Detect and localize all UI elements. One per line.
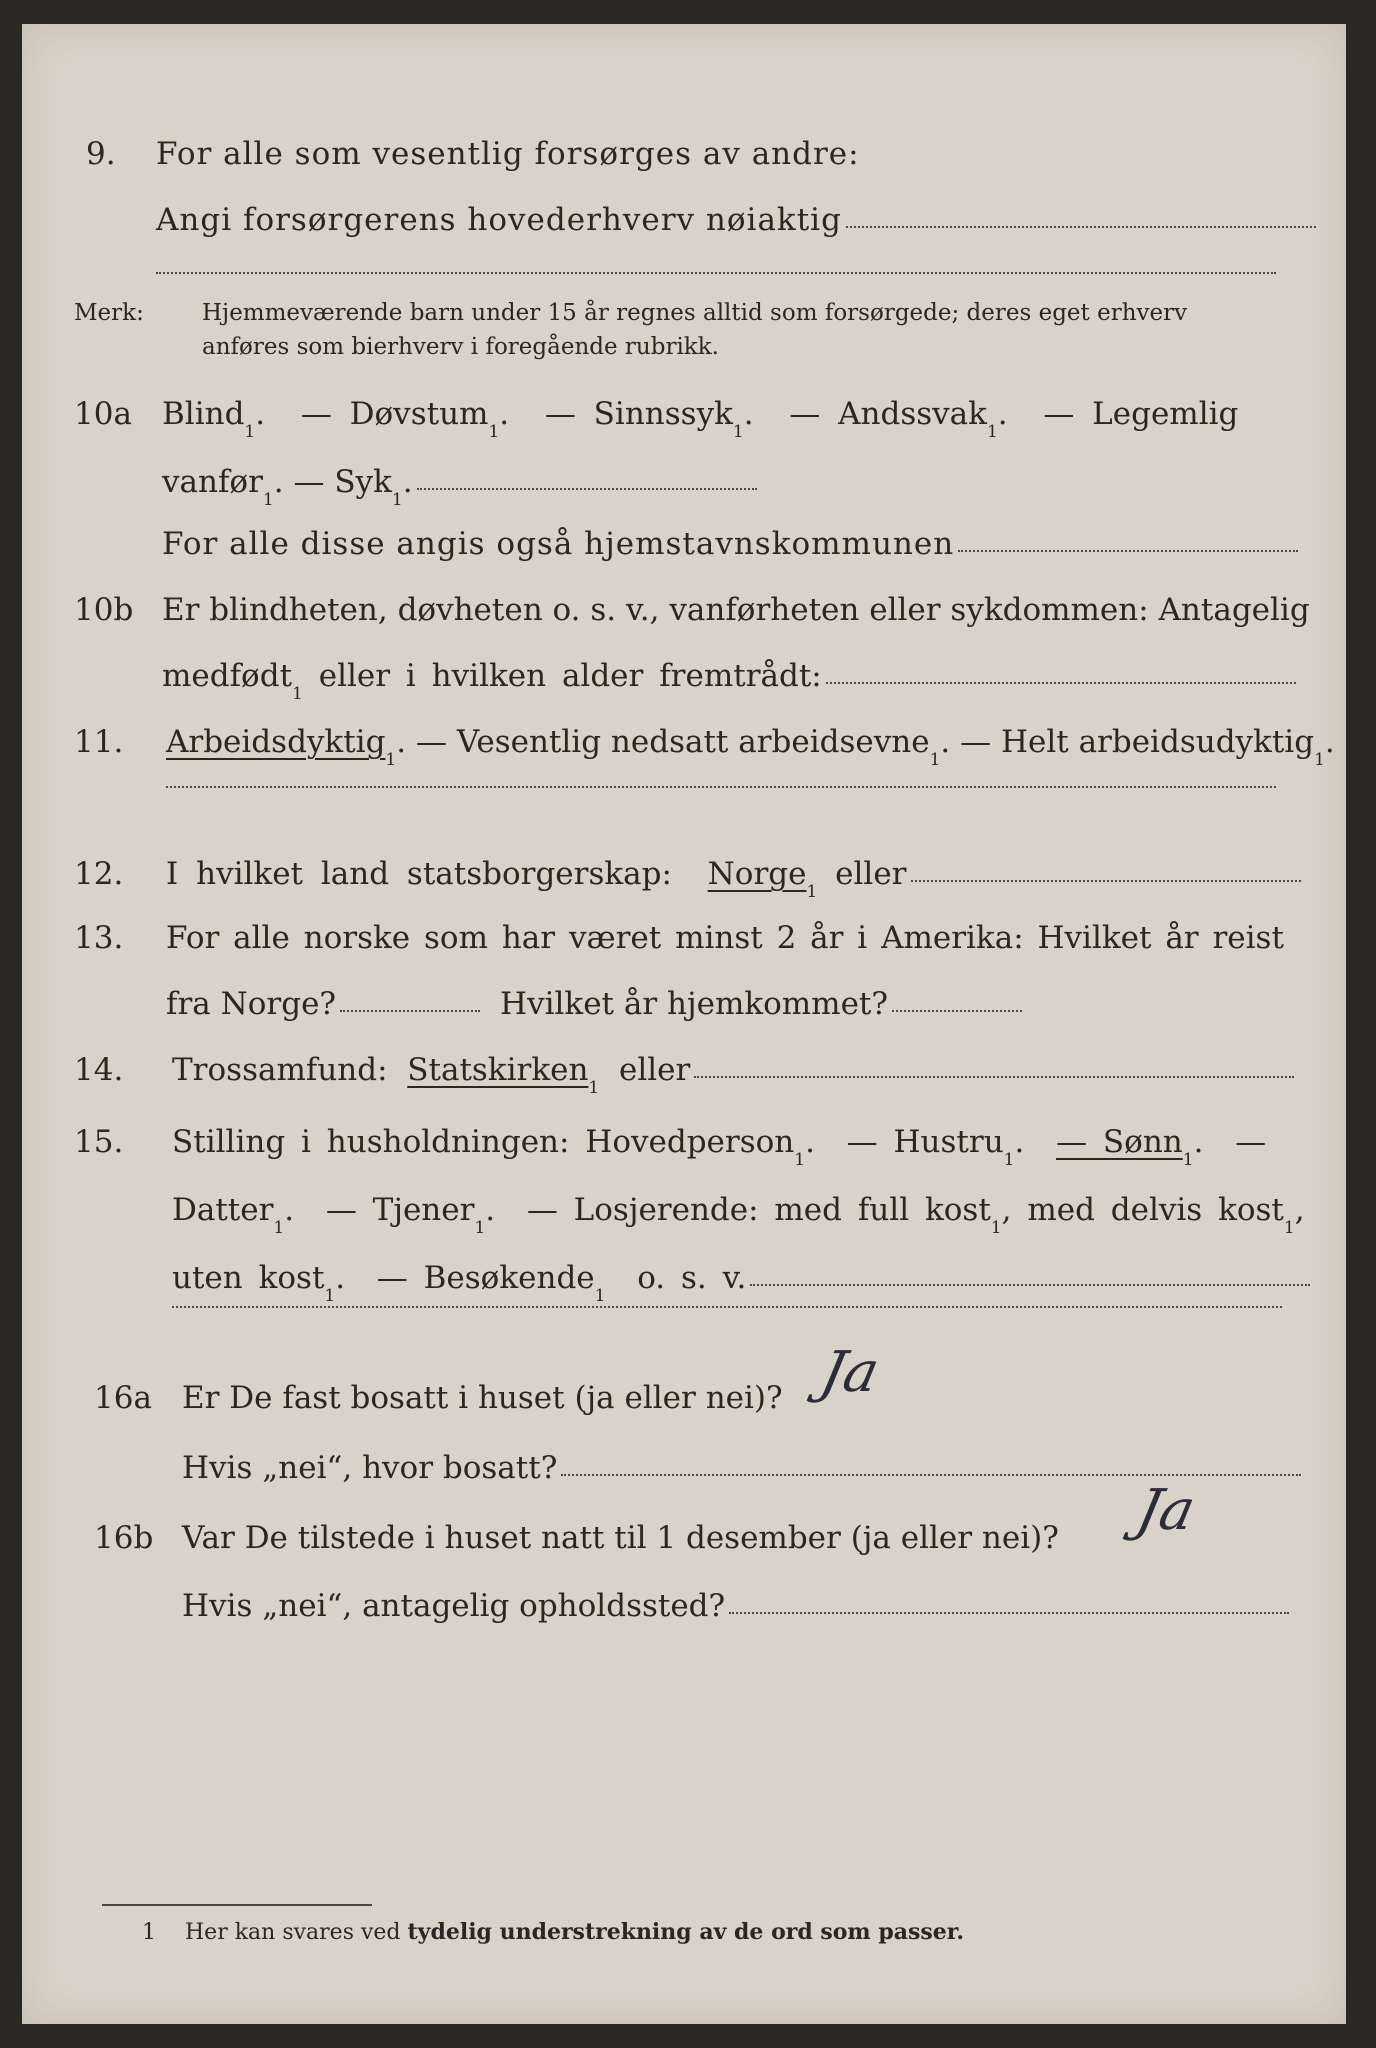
q9-line1: For alle som vesentlig forsørges av andre: <box>156 136 860 172</box>
q10a-syk: — Syk <box>293 464 392 500</box>
footnote-number: 1 <box>142 1920 156 1945</box>
q10b-alder: eller i hvilken alder fremtrådt: <box>318 658 822 694</box>
q10a-andssvak: — Andssvak <box>789 396 987 432</box>
q15-answer-line[interactable] <box>172 1306 1282 1308</box>
q9-line2: Angi forsørgerens hovederhverv nøiaktig <box>156 202 842 238</box>
q15-sonn[interactable]: — Sønn <box>1056 1124 1183 1160</box>
q10a-sinnssyk: — Sinnssyk <box>544 396 733 432</box>
q14-text: Trossamfund: <box>172 1052 388 1088</box>
q10b-alder-field[interactable] <box>826 682 1296 684</box>
q12-text: I hvilket land statsborgerskap: <box>166 856 672 892</box>
q15-datter[interactable]: Datter <box>172 1192 274 1228</box>
q16b-line1: Var De tilstede i huset natt til 1 desember (ja eller nei)? <box>182 1520 1059 1556</box>
q14-number: 14. <box>74 1052 124 1088</box>
q11-answer-line[interactable] <box>166 786 1276 788</box>
q15-tjener[interactable]: — Tjener <box>325 1192 475 1228</box>
q16a-handwritten-answer[interactable]: Ja <box>815 1340 885 1405</box>
q13-line1: For alle norske som har været minst 2 år i Amerika: Hvilket år reist <box>166 920 1284 956</box>
q15-number: 15. <box>74 1124 124 1160</box>
q10a-number: 10a <box>74 396 132 432</box>
q15-comma: , <box>1294 1192 1305 1228</box>
q10a-syk-field[interactable] <box>417 488 757 490</box>
q14-statskirken[interactable]: Statskirken <box>407 1052 589 1088</box>
footnote <box>142 1919 964 1945</box>
footnote-rule <box>102 1904 372 1906</box>
q16b-handwritten-answer[interactable]: Ja <box>1131 1478 1201 1543</box>
q11-nedsatt[interactable]: — Vesentlig nedsatt arbeidsevne <box>415 724 930 760</box>
q13-number: 13. <box>74 920 124 956</box>
merk-line2: anføres som bierhverv i foregående rubrikk. <box>202 334 719 360</box>
q15-dash: — <box>1235 1124 1267 1160</box>
q11-udyktig[interactable]: — Helt arbeidsudyktig <box>960 724 1315 760</box>
q16b-line2: Hvis „nei“, antagelig opholdssted? <box>182 1588 726 1624</box>
q9-answer-field[interactable] <box>846 226 1316 228</box>
q15-stilling-field[interactable] <box>750 1284 1310 1286</box>
q14-trossamfund-field[interactable] <box>694 1076 1294 1078</box>
merk-line1: Hjemmeværende barn under 15 år regnes alltid som forsørgede; deres eget erhverv <box>202 300 1188 326</box>
q10b-line1: Er blindheten, døvheten o. s. v., vanførheten eller sykdommen: Antagelig <box>162 592 1310 628</box>
q15-full-kost[interactable]: — Losjerende: med full kost <box>526 1192 991 1228</box>
q10a-hjemstavn-field[interactable] <box>958 550 1298 552</box>
q11-arbeidsdyktig[interactable]: Arbeidsdyktig <box>166 724 386 760</box>
q10a-line3: For alle disse angis også hjemstavnskommunen <box>162 526 955 562</box>
q16a-line1: Er De fast bosatt i huset (ja eller nei)? <box>182 1380 783 1416</box>
q16b-number: 16b <box>94 1520 154 1556</box>
q12-norge[interactable]: Norge <box>707 856 807 892</box>
q10a-legemlig: — Legemlig <box>1043 396 1239 432</box>
q16a-bosatt-field[interactable] <box>561 1474 1301 1476</box>
footnote-text-b: tydelig understrekning av de ord som passer. <box>407 1919 965 1945</box>
census-form-page: 9. For alle som vesentlig forsørges av andre: Angi forsørgerens hovederhverv nøiaktig Merk: Hjemmeværende barn under 15 år regnes alltid som forsørgede; deres eget erhverv anføres som bierhverv i foregående rubrikk. 10a Blind 1 . — Døvstum 1 . — Sinnssyk 1 . — Andssvak 1 . — Legemlig vanfør 1 . — Syk 1 . For alle disse angis også hjemstavnskommunen 10b Er blindheten, døvheten o. s. v., vanførheten eller sykdommen: Antagelig medfødt 1 eller i hvilken alder fremtrådt: 11. Arbeidsdyktig 1 . — Vesentlig nedsatt arbeidsevne 1 . — Helt arbeidsudyktig 1 . 12. I hvilket land statsborgerskap: Norge 1 eller 13. For alle norske som har været minst 2 år i Amerika: Hvilket år reist fra Norge? Hvilket år hjemkommet? 14. Trossamfund: Statskirken 1 eller 15. Stilling i husholdningen: Hovedperson 1 . — Hustru 1 . — Sønn 1 . — Datter 1 . — Tjener 1 . — Losjerende: med full kost 1 , med delvis kost 1 , uten kost 1 . — Besøkende 1 o. s. v. 16a Er De fast bosatt i huset (ja eller nei)? Ja Hvis „nei“, hvor bosatt? 16b Var De tilstede i huset natt til 1 desember (ja eller nei)? Ja Hvis „nei“, antagelig opholdssted? 1 Her kan svares ved tydelig understrekning av de ord som passer. <box>22 24 1346 2024</box>
q16a-line2: Hvis „nei“, hvor bosatt? <box>182 1450 558 1486</box>
q16a-number: 16a <box>94 1380 152 1416</box>
q9-number: 9. <box>86 136 116 172</box>
footnote-text-a: Her kan svares ved <box>185 1920 401 1945</box>
q15-delvis-kost[interactable]: , med delvis kost <box>1001 1192 1284 1228</box>
q9-answer-line[interactable] <box>156 272 1276 274</box>
q12-land-field[interactable] <box>911 880 1301 882</box>
q15-besokende[interactable]: — Besøkende <box>376 1260 595 1296</box>
q10b-medfodt: medfødt <box>162 658 293 694</box>
q13-hjemkommet-field[interactable] <box>892 1010 1022 1012</box>
q12-number: 12. <box>74 856 124 892</box>
q10a-blind: Blind <box>162 396 245 432</box>
q15-uten-kost[interactable]: uten kost <box>172 1260 325 1296</box>
q10a-dovstum: — Døvstum <box>300 396 489 432</box>
q10b-number: 10b <box>74 592 134 628</box>
q11-number: 11. <box>74 724 124 760</box>
q15-hustru[interactable]: — Hustru <box>846 1124 1004 1160</box>
q14-eller: eller <box>618 1052 691 1088</box>
q13-reist-field[interactable] <box>340 1010 480 1012</box>
q15-hovedperson[interactable]: Stilling i husholdningen: Hovedperson <box>172 1124 795 1160</box>
merk-label: Merk: <box>74 300 144 326</box>
q10a-vanfor: vanfør <box>162 464 263 500</box>
q13-reist: fra Norge? <box>166 986 337 1022</box>
q15-osv: o. s. v. <box>637 1260 747 1296</box>
q13-hjemkommet: Hvilket år hjemkommet? <box>500 986 889 1022</box>
q16b-opholdssted-field[interactable] <box>729 1612 1289 1614</box>
q12-eller: eller <box>835 856 907 892</box>
